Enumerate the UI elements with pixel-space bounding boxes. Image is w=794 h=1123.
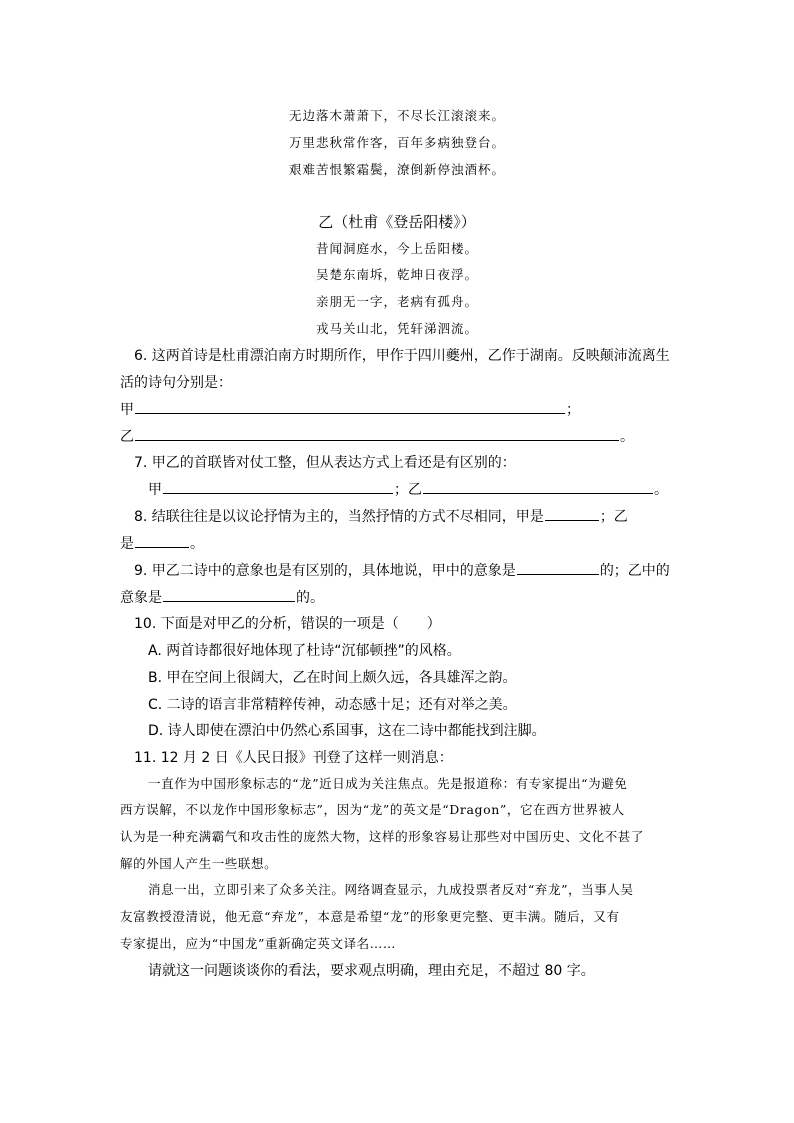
q9-line-2 (120, 587, 324, 607)
q8-yi-blank[interactable] (135, 533, 189, 548)
q6-yi-label: 乙 (120, 429, 134, 445)
q11-para1-line-4: 解的外国人产生一些联想。 (120, 856, 278, 871)
q6-jia-label: 甲 (120, 402, 134, 418)
poem-yi-title: 乙（杜甫《登岳阳楼》） (318, 213, 476, 231)
q8-line-1 (134, 506, 628, 526)
q10-option-c: C. 二诗的语言非常精粹传神，动态感十足；还有对举之美。 (148, 697, 517, 713)
poem-jia-line-1: 无边落木萧萧下，不尽长江滚滚来。 (288, 108, 505, 123)
q11-para2-line-1: 消息一出，立即引来了众多关注。网络调查显示，九成投票者反对“弃龙”，当事人吴 (148, 882, 634, 897)
q11-para2-line-3: 专家提出，应为“中国龙”重新确定英文译名…… (120, 936, 396, 951)
q6-jia-blank[interactable] (135, 399, 565, 414)
poem-jia-line-3: 艰难苦恨繁霜鬓，潦倒新停浊酒杯。 (288, 162, 505, 177)
q7-sep: ；乙 (394, 482, 422, 498)
poem-yi-line-2: 吴楚东南坼，乾坤日夜浮。 (315, 267, 478, 282)
q8-text-c: 是 (120, 536, 134, 552)
poem-jia-line-2: 万里悲秋常作客，百年多病独登台。 (288, 135, 505, 150)
poem-yi-line-3: 亲朋无一字，老病有孤舟。 (315, 294, 478, 309)
q7-answer (148, 479, 668, 499)
q8-line-2 (120, 533, 204, 553)
q9-text-d: 的。 (296, 590, 324, 606)
q7-yi-blank[interactable] (423, 479, 653, 494)
q6-line-2: 活的诗句分别是： (120, 375, 232, 391)
q6-line-1: 6. 这两首诗是杜甫漂泊南方时期所作，甲作于四川夔州，乙作于湖南。反映颠沛流离生 (134, 348, 670, 364)
q9-text-b: 的；乙中的 (599, 563, 670, 579)
q6-answer-yi (120, 426, 634, 446)
q7-jia-blank[interactable] (163, 479, 393, 494)
q11-para1-line-2: 西方误解，不以龙作中国形象标志”，因为“龙”的英文是“Dragon”，它在西方世界被人 (120, 802, 625, 817)
q10-option-d: D. 诗人即使在漂泊中仍然心系国事，这在二诗中都能找到注脚。 (148, 723, 546, 739)
q11-para2-line-2: 友富教授澄清说，他无意“弃龙”，本意是希望“龙”的形象更完整、更丰满。随后，又有 (120, 909, 620, 924)
q8-jia-blank[interactable] (545, 506, 599, 521)
q7-end: 。 (654, 482, 668, 498)
poem-yi-line-1: 昔闻洞庭水，今上岳阳楼。 (315, 241, 478, 256)
q10-option-a: A. 两首诗都很好地体现了杜诗“沉郁顿挫”的风格。 (148, 643, 461, 659)
q7-jia-label: 甲 (148, 482, 162, 498)
q7-stem: 7. 甲乙的首联皆对仗工整，但从表达方式上看还是有区别的： (134, 455, 516, 471)
q11-task: 请就这一问题谈谈你的看法，要求观点明确，理由充足，不超过 80 字。 (148, 963, 595, 979)
q6-answer-jia (120, 399, 580, 419)
q8-text-b: ；乙 (599, 509, 628, 525)
q9-jia-blank[interactable] (517, 560, 599, 575)
poem-yi-line-4: 戎马关山北，凭轩涕泗流。 (315, 321, 478, 336)
q11-para1-line-1: 一直作为中国形象标志的“龙”近日成为关注焦点。先是报道称：有专家提出“为避免 (148, 776, 628, 791)
q6-yi-end: 。 (620, 429, 634, 445)
q11-para1-line-3: 认为是一种充满霸气和攻击性的庞然大物，这样的形象容易让那些对中国历史、文化不甚了 (120, 829, 645, 844)
q6-jia-end: ； (566, 402, 580, 418)
q9-yi-blank[interactable] (163, 587, 295, 602)
q10-stem: 10. 下面是对甲乙的分析，错误的一项是（ ） (134, 616, 441, 632)
q8-text-d: 。 (190, 536, 204, 552)
q11-stem: 11. 12 月 2 日《人民日报》刊登了这样一则消息： (134, 750, 453, 766)
q9-text-a: 9. 甲乙二诗中的意象也是有区别的，具体地说，甲中的意象是 (134, 563, 516, 579)
q9-line-1 (134, 560, 670, 580)
q10-option-b: B. 甲在空间上很阔大，乙在时间上颇久远，各具雄浑之韵。 (148, 670, 517, 686)
q8-text-a: 8. 结联往往是以议论抒情为主的，当然抒情的方式不尽相同，甲是 (134, 509, 544, 525)
q9-text-c: 意象是 (120, 590, 162, 606)
q6-yi-blank[interactable] (135, 426, 619, 441)
